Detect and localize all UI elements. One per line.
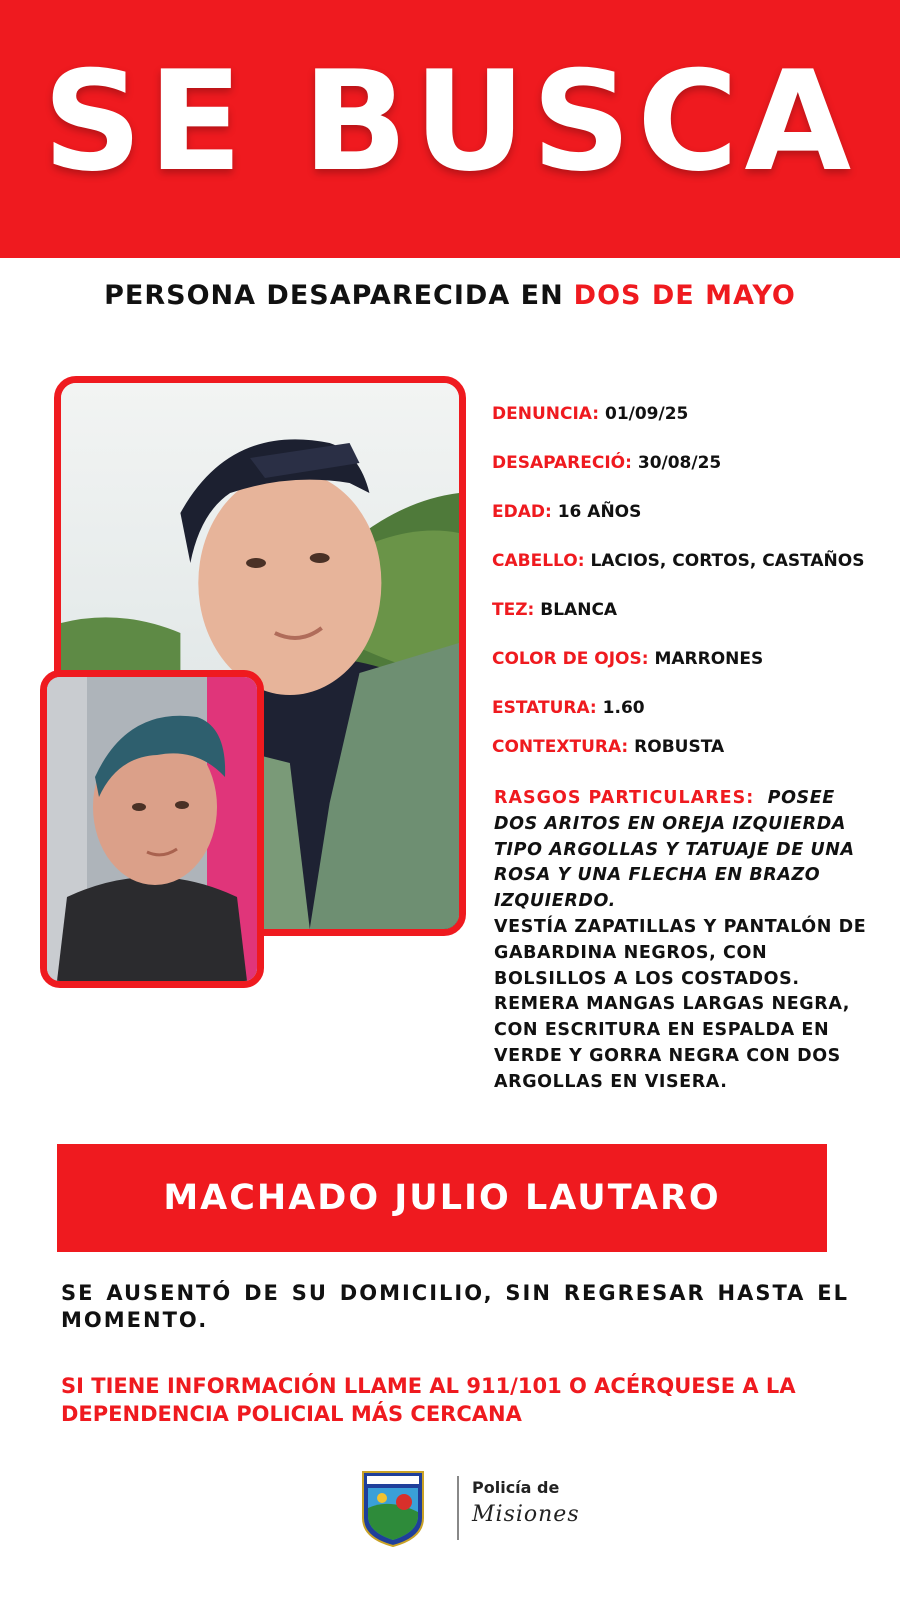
person-name: MACHADO JULIO LAUTARO [163,1178,721,1218]
banner-title: SE BUSCA [42,41,858,202]
field-desaparecio [492,453,872,473]
field-label: ESTATURA: [492,698,597,718]
police-logo [360,1468,580,1548]
field-label: DENUNCIA: [492,404,600,424]
rasgos-particulares [494,786,870,1096]
field-estatura [492,698,872,718]
field-contextura [492,737,872,757]
logo-line1: Policía de [472,1478,560,1497]
field-edad [492,502,872,522]
logo-separator [457,1476,459,1540]
rasgos-label: RASGOS PARTICULARES: [494,788,755,808]
field-label: CONTEXTURA: [492,737,629,757]
field-denuncia [492,404,872,424]
police-shield-icon [360,1468,426,1548]
field-label: DESAPARECIÓ: [492,453,632,473]
field-label: EDAD: [492,502,552,522]
clothing-description: VESTÍA ZAPATILLAS Y PANTALÓN DE GABARDINA NEGROS, CON BOLSILLOS A LOS COSTADOS. REMERA MANGAS LARGAS NEGRA, CON ESCRITURA EN ESPALDA EN VERDE Y GORRA NEGRA CON DOS ARGOLLAS EN VISERA. [494,916,867,1092]
field-value: MARRONES [654,649,764,669]
field-value: 30/08/25 [637,453,722,473]
field-color-ojos [492,649,872,669]
field-value: 1.60 [602,698,645,718]
logo-line2: Misiones [472,1502,580,1527]
field-tez [492,600,872,620]
field-value: 01/09/25 [604,404,689,424]
subtitle [0,280,900,311]
call-to-action: SI TIENE INFORMACIÓN LLAME AL 911/101 O ACÉRQUESE A LA DEPENDENCIA POLICIAL MÁS CERCANA [61,1374,796,1426]
field-label: TEZ: [492,600,535,620]
field-value: 16 AÑOS [557,502,642,522]
field-value: BLANCA [540,600,618,620]
name-banner [57,1144,827,1252]
subtitle-place: DOS DE MAYO [573,280,796,311]
field-cabello [492,551,872,571]
rasgos-description: POSEE DOS ARITOS EN OREJA IZQUIERDA TIPO ARGOLLAS Y TATUAJE DE UNA ROSA Y UNA FLECHA EN BRAZO IZQUIERDO. [494,788,855,912]
secondary-photo [40,670,264,988]
subtitle-prefix: PERSONA DESAPARECIDA EN [104,280,564,311]
field-label: COLOR DE OJOS: [492,649,649,669]
field-label: CABELLO: [492,551,585,571]
absent-notice: SE AUSENTÓ DE SU DOMICILIO, SIN REGRESAR HASTA EL MOMENTO. [61,1281,849,1332]
header-banner [0,0,900,258]
secondary-photo-illustration [47,677,257,981]
field-value: ROBUSTA [634,737,725,757]
field-value: LACIOS, CORTOS, CASTAÑOS [590,551,865,571]
